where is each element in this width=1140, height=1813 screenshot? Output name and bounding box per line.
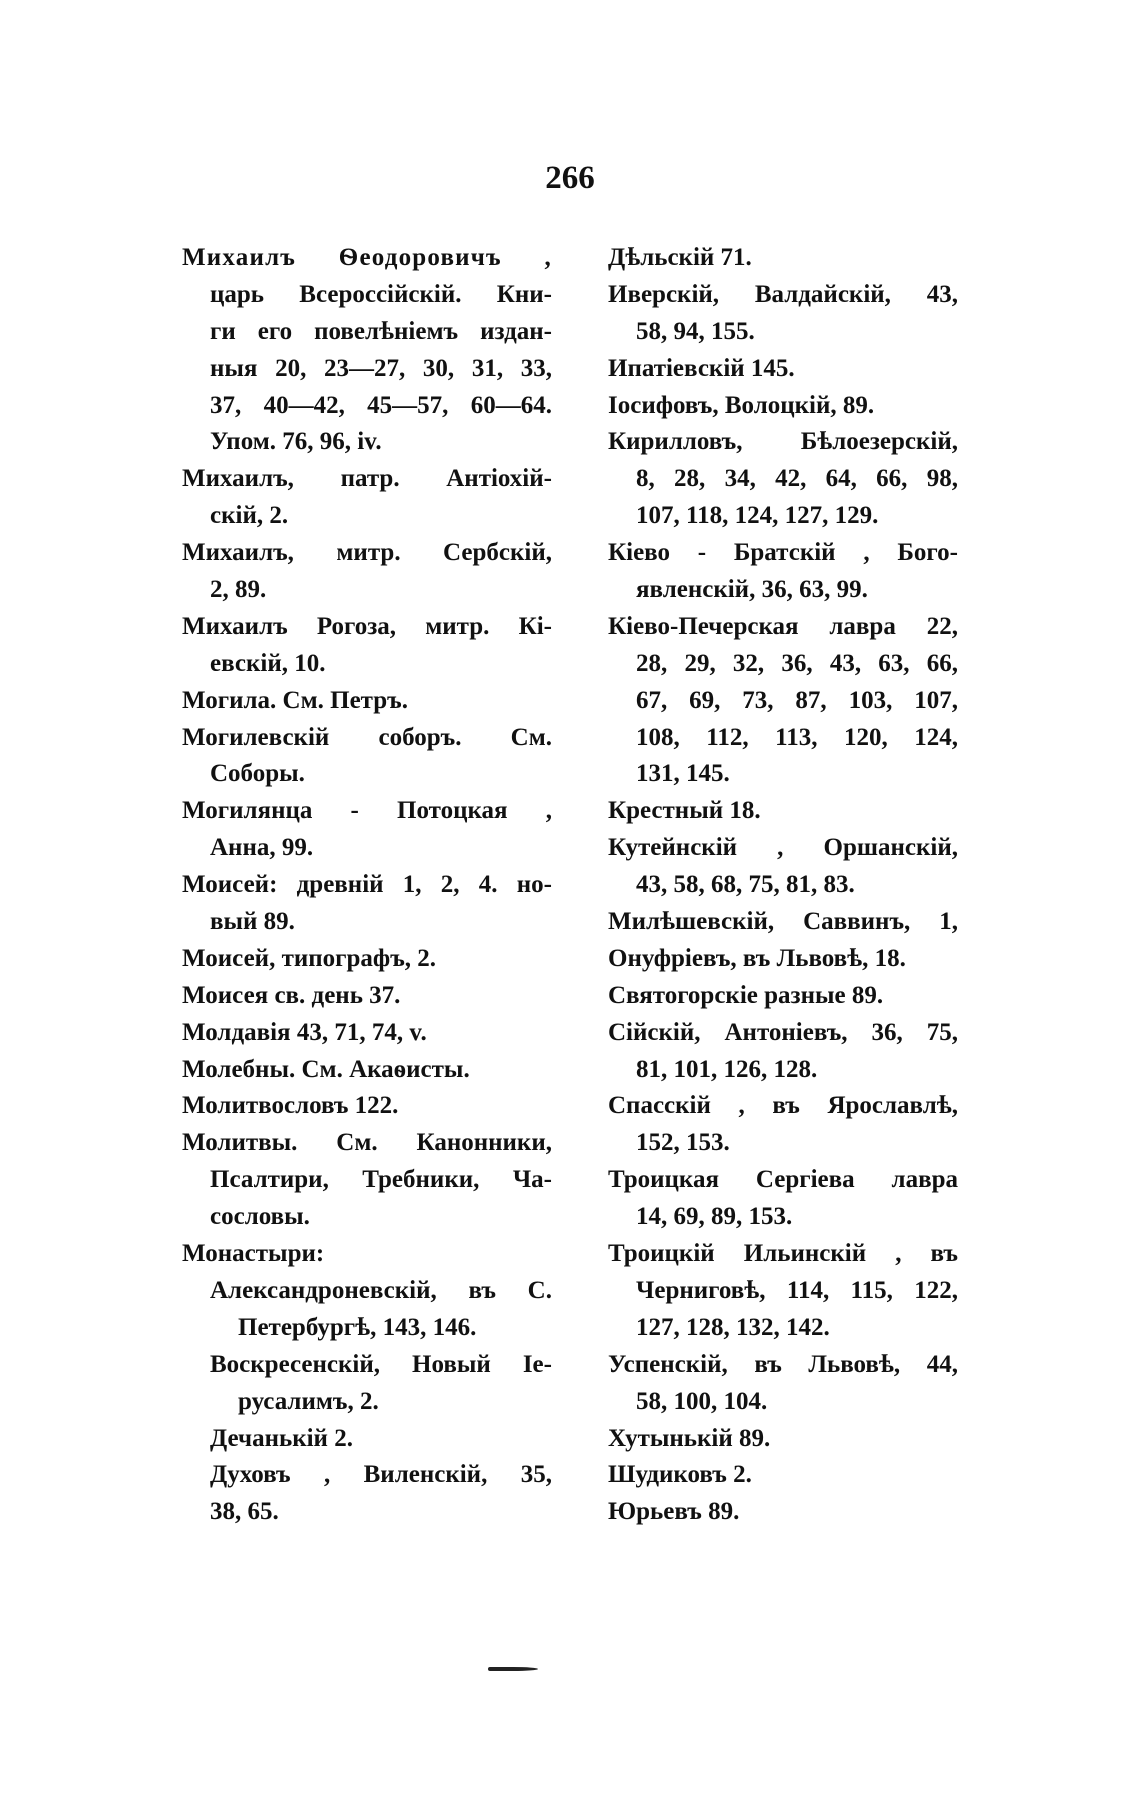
left-line: Могилянца - Потоцкая , (182, 797, 552, 825)
left-line: Воскресенскій, Новый Іе- (210, 1350, 552, 1378)
right-line: Кіево - Братскій , Бого- (608, 539, 958, 567)
left-line: Псалтири, Требники, Ча- (210, 1166, 552, 1194)
right-line: Кирилловъ, Бѣлоезерскій, (608, 428, 958, 456)
right-line: Онуфріевъ, въ Львовѣ, 18. (608, 944, 906, 972)
page-number: 266 (545, 160, 595, 196)
right-line: Спасскій , въ Ярославлѣ, (608, 1092, 958, 1120)
left-line: ги его повелѣніемъ издан- (210, 317, 552, 345)
left-line: Моисей, типографъ, 2. (182, 944, 437, 972)
left-line: Монастыри: (182, 1240, 325, 1268)
right-line: Юрьевъ 89. (608, 1498, 740, 1526)
left-line: Михаилъ, патр. Антіохій- (182, 465, 552, 493)
right-line: Дѣльскій 71. (608, 244, 752, 271)
right-line: 67, 69, 73, 87, 103, 107, (636, 686, 958, 714)
right-line: 58, 94, 155. (636, 317, 755, 345)
left-line: Моисей: древній 1, 2, 4. но- (182, 871, 552, 899)
right-line: Хутынькій 89. (608, 1424, 771, 1452)
left-line: Соборы. (210, 760, 305, 788)
left-column (182, 240, 552, 1531)
right-line: Успенскій, въ Львовѣ, 44, (608, 1350, 958, 1378)
left-line: Михаилъ Ѳеодоровичъ , (182, 244, 552, 271)
right-line: 152, 153. (636, 1129, 730, 1157)
right-line: Иверскій, Валдайскій, 43, (608, 280, 958, 308)
right-line: 131, 145. (636, 760, 730, 788)
right-column (608, 240, 958, 1531)
left-line: Петербургѣ, 143, 146. (238, 1313, 477, 1341)
left-line: 38, 65. (210, 1498, 279, 1526)
left-line: Духовъ , Виленскій, 35, (210, 1461, 552, 1489)
left-line: 2, 89. (210, 576, 267, 604)
left-line: русалимъ, 2. (238, 1387, 379, 1415)
right-line: Іосифовъ, Волоцкій, 89. (608, 391, 875, 419)
right-line: 14, 69, 89, 153. (636, 1203, 793, 1231)
right-line: 43, 58, 68, 75, 81, 83. (636, 871, 855, 899)
left-line: вый 89. (210, 908, 295, 936)
left-line: царь Всероссійскій. Кни- (210, 280, 552, 308)
right-line: 58, 100, 104. (636, 1387, 768, 1415)
right-line: 28, 29, 32, 36, 43, 63, 66, (636, 649, 958, 677)
right-line: 81, 101, 126, 128. (636, 1055, 818, 1083)
right-line: 127, 128, 132, 142. (636, 1313, 830, 1341)
left-line: Михаилъ, митр. Сербскій, (182, 539, 552, 567)
right-line: Сійскій, Антоніевъ, 36, 75, (608, 1018, 958, 1046)
left-line: Александроневскій, въ С. (210, 1276, 552, 1304)
right-line: 108, 112, 113, 120, 124, (636, 723, 958, 751)
right-line: 107, 118, 124, 127, 129. (636, 502, 879, 530)
left-line: скій, 2. (210, 502, 289, 530)
left-line: Моисея св. день 37. (182, 981, 401, 1009)
left-line: Могила. См. Петръ. (182, 686, 408, 714)
right-line: Шудиковъ 2. (608, 1461, 752, 1489)
right-line: явленскій, 36, 63, 99. (636, 576, 868, 604)
right-line: Черниговѣ, 114, 115, 122, (636, 1276, 958, 1304)
right-line: Троицкая Сергіева лавра (608, 1166, 958, 1194)
left-line: Молитвы. См. Канонники, (182, 1129, 552, 1157)
right-line: Крестный 18. (608, 797, 761, 825)
left-line: евскій, 10. (210, 649, 326, 677)
left-line: Михаилъ Рогоза, митр. Кі- (182, 612, 552, 640)
right-line: Кутейнскій , Оршанскій, (608, 834, 958, 862)
right-line: Ипатіевскій 145. (608, 354, 795, 382)
left-line: Молебны. См. Акаѳисты. (182, 1055, 470, 1083)
left-line: Дечанькій 2. (210, 1424, 353, 1452)
right-line: Милѣшевскій, Саввинъ, 1, (608, 908, 958, 936)
left-line: 37, 40—42, 45—57, 60—64. (210, 391, 552, 419)
left-line: сословы. (210, 1203, 310, 1231)
left-line: Молдавія 43, 71, 74, v. (182, 1018, 427, 1046)
ornament-dash (488, 1667, 538, 1671)
left-line: ныя 20, 23—27, 30, 31, 33, (210, 354, 552, 382)
left-line: Анна, 99. (210, 834, 314, 862)
left-line: Могилевскій соборъ. См. (182, 723, 552, 751)
right-line: 8, 28, 34, 42, 64, 66, 98, (636, 465, 958, 493)
left-line: Молитвословъ 122. (182, 1092, 399, 1120)
right-line: Кіево-Печерская лавра 22, (608, 612, 958, 640)
left-line: Упом. 76, 96, iv. (210, 428, 382, 456)
right-line: Троицкій Ильинскій , въ (608, 1240, 958, 1268)
right-line: Святогорскіе разные 89. (608, 981, 884, 1009)
